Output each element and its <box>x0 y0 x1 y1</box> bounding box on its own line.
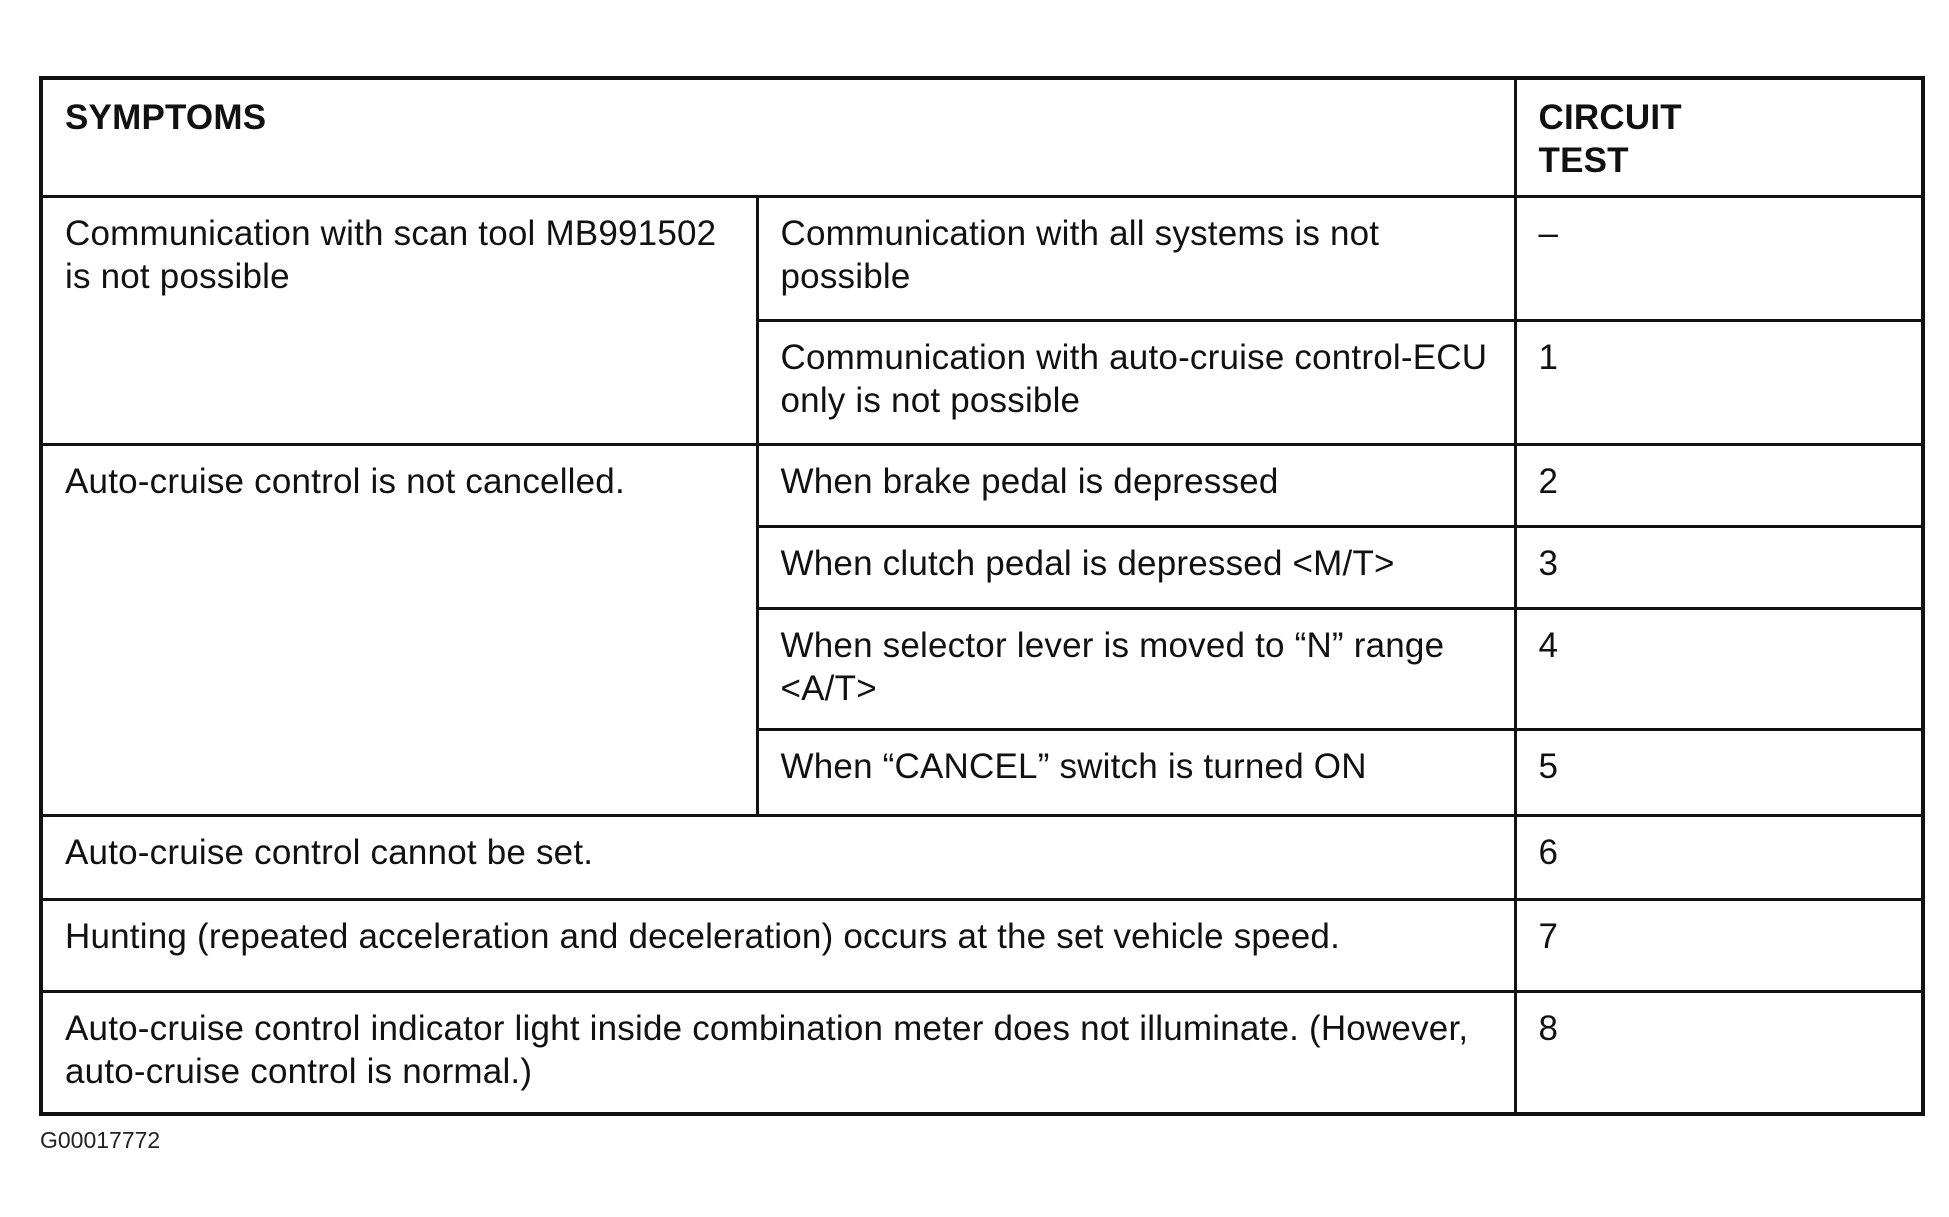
circuit-test-cell: 3 <box>1515 526 1923 608</box>
circuit-test-header <box>1515 78 1923 196</box>
symptom-circuit-test-table <box>39 76 1925 1116</box>
circuit-test-cell: 2 <box>1515 444 1923 526</box>
condition-cell: When clutch pedal is depressed <M/T> <box>757 526 1515 608</box>
symptom-cell: Auto-cruise control is not cancelled. <box>41 444 757 815</box>
circuit-test-cell: 4 <box>1515 608 1923 729</box>
header-row <box>41 78 1923 196</box>
circuit-test-header-line1: CIRCUIT <box>1538 98 1682 137</box>
condition-cell: When “CANCEL” switch is turned ON <box>757 729 1515 815</box>
table-row <box>41 815 1923 899</box>
condition-cell: When brake pedal is depressed <box>757 444 1515 526</box>
figure-code: G00017772 <box>40 1127 161 1153</box>
circuit-test-cell: 6 <box>1515 815 1923 899</box>
condition-cell: Communication with all systems is not possible <box>757 196 1515 320</box>
table-row <box>41 196 1923 320</box>
symptom-cell: Hunting (repeated acceleration and deceleration) occurs at the set vehicle speed. <box>41 899 1515 991</box>
condition-cell: When selector lever is moved to “N” range <A/T> <box>757 608 1515 729</box>
symptoms-header-label: SYMPTOMS <box>65 98 267 137</box>
symptom-cell: Auto-cruise control cannot be set. <box>41 815 1515 899</box>
table-row <box>41 899 1923 991</box>
circuit-test-cell: 1 <box>1515 320 1923 444</box>
condition-cell: Communication with auto-cruise control-ECU only is not possible <box>757 320 1515 444</box>
circuit-test-cell: 7 <box>1515 899 1923 991</box>
circuit-test-cell: – <box>1515 196 1923 320</box>
symptom-cell: Communication with scan tool MB991502 is not possible <box>41 196 757 444</box>
circuit-test-header-line2: TEST <box>1538 141 1629 180</box>
circuit-test-cell: 5 <box>1515 729 1923 815</box>
table-row <box>41 991 1923 1114</box>
table-row <box>41 444 1923 526</box>
symptoms-header <box>41 78 1515 196</box>
symptom-cell: Auto-cruise control indicator light inside combination meter does not illuminate. (However, auto-cruise control is normal.) <box>41 991 1515 1114</box>
circuit-test-cell: 8 <box>1515 991 1923 1114</box>
